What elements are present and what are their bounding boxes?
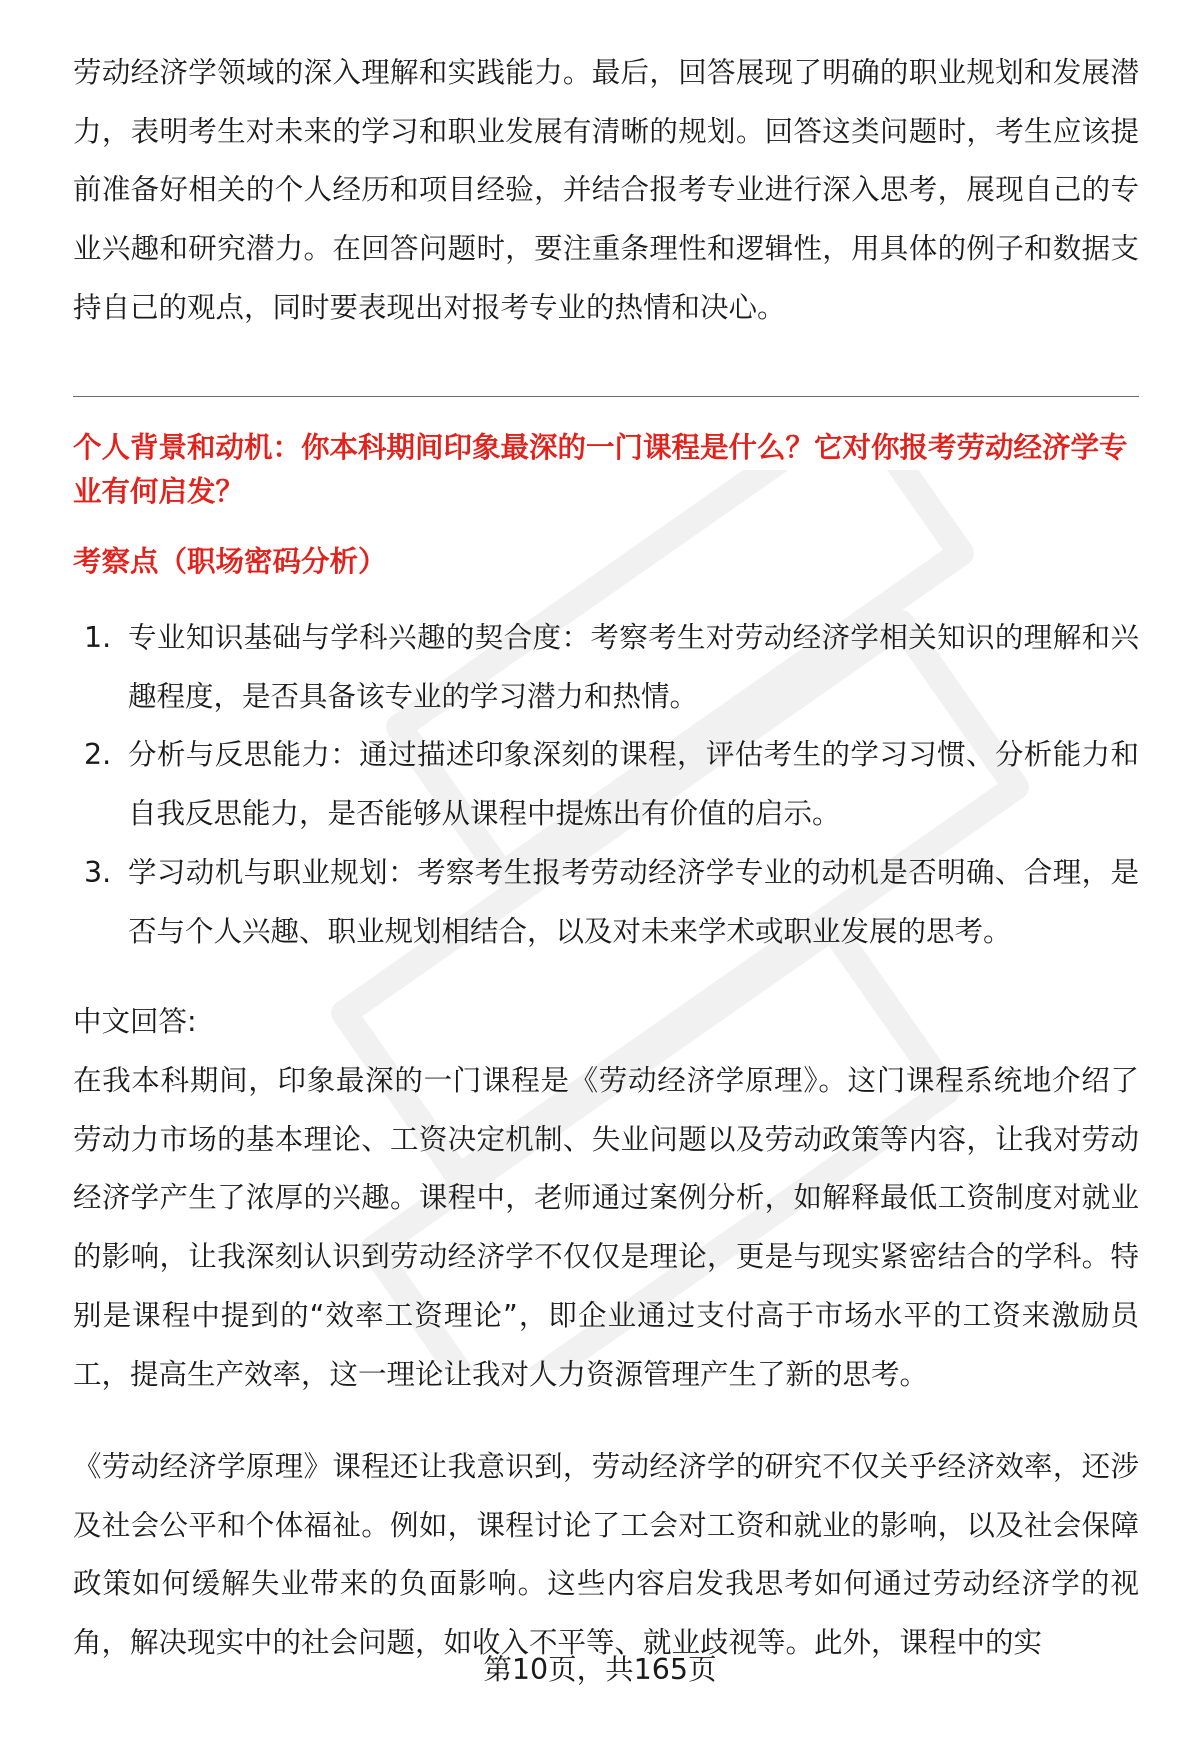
assessment-points-list xyxy=(73,609,1139,961)
list-item xyxy=(73,726,1139,843)
list-item-text: 分析与反思能力：通过描述印象深刻的课程，评估考生的学习习惯、分析能力和自我反思能力，是否能够从课程中提炼出有价值的启示。 xyxy=(128,738,1139,831)
intro-paragraph: 劳动经济学领域的深入理解和实践能力。最后，回答展现了明确的职业规划和发展潜力，表明考生对未来的学习和职业发展有清晰的规划。回答这类问题时，考生应该提前准备好相关的个人经历和项目经验，并结合报考专业进行深入思考，展现自己的专业兴趣和研究潜力。在回答问题时，要注重条理性和逻辑性，用具体的例子和数据支持自己的观点，同时要表现出对报考专业的热情和决心。 xyxy=(73,56,1139,324)
answer-paragraph-2: 《劳动经济学原理》课程还让我意识到，劳动经济学的研究不仅关乎经济效率，还涉及社会公平和个体福祉。例如，课程讨论了工会对工资和就业的影响，以及社会保障政策如何缓解失业带来的负面影响。这些内容启发我思考如何通过劳动经济学的视角，解决现实中的社会问题，如收入不平等、就业歧视等。此外，课程中的实 xyxy=(73,1450,1139,1660)
page-footer: 第10页，共165页 xyxy=(483,1653,717,1686)
list-number: 1. xyxy=(84,621,112,654)
section-divider xyxy=(73,396,1139,397)
list-item xyxy=(73,844,1139,961)
answer-paragraph-1: 在我本科期间，印象最深的一门课程是《劳动经济学原理》。这门课程系统地介绍了劳动力市场的基本理论、工资决定机制、失业问题以及劳动政策等内容，让我对劳动经济学产生了浓厚的兴趣。课程中，老师通过案例分析，如解释最低工资制度对就业的影响，让我深刻认识到劳动经济学不仅仅是理论，更是与现实紧密结合的学科。特别是课程中提到的“效率工资理论”，即企业通过支付高于市场水平的工资来激励员工，提高生产效率，这一理论让我对人力资源管理产生了新的思考。 xyxy=(73,1064,1139,1391)
section-title: 考察点（职场密码分析） xyxy=(73,545,387,578)
list-number: 3. xyxy=(84,855,112,889)
answer-label: 中文回答: xyxy=(73,1005,197,1038)
list-item-text: 专业知识基础与学科兴趣的契合度：考察考生对劳动经济学相关知识的理解和兴趣程度，是否具备该专业的学习潜力和热情。 xyxy=(128,621,1139,713)
list-item xyxy=(73,609,1139,726)
question-heading: 个人背景和动机：你本科期间印象最深的一门课程是什么？它对你报考劳动经济学专业有何启发？ xyxy=(73,431,1128,508)
list-item-text: 学习动机与职业规划：考察考生报考劳动经济学专业的动机是否明确、合理，是否与个人兴趣、职业规划相结合，以及对未来学术或职业发展的思考。 xyxy=(128,855,1139,948)
list-number: 2. xyxy=(84,738,112,772)
